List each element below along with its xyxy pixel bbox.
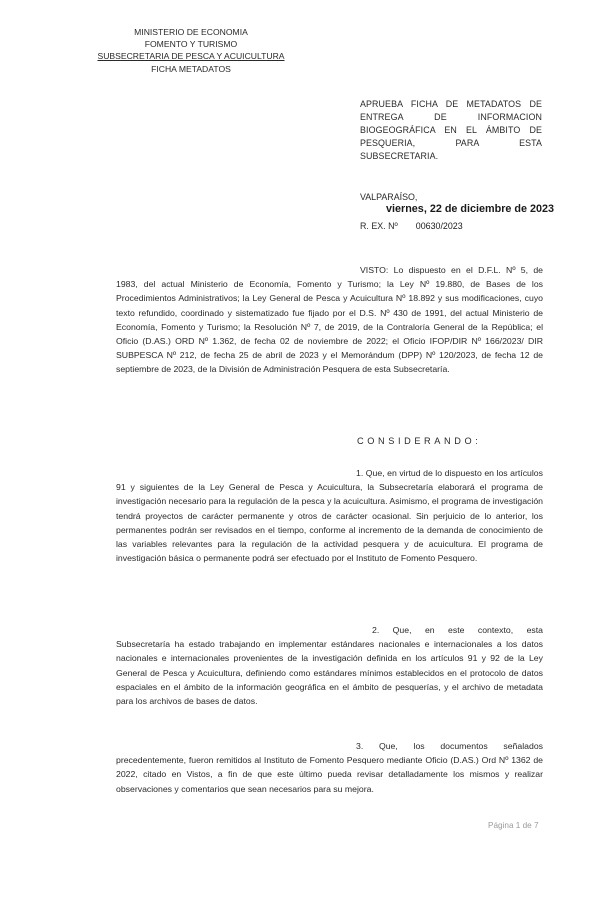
considerando-1 [116,466,543,565]
rex-label: R. EX. Nº [360,221,398,231]
considerando-2 [116,623,543,708]
place: VALPARAÍSO, [360,192,418,202]
considerando-1-text: 1. Que, en virtud de lo dispuesto en los artículos 91 y siguientes de la Ley General de Pesca y Acuicultura, la Subsecretaría elaborará el programa de investigación necesario para la regulación de la pesca y la acuicultura. Asimismo, el programa de investigación tendrá proyectos de carácter permanente y otros de carácter ocasional. Sin perjuicio de lo anterior, los permanentes podrán ser revisados en el tiempo, conforme al incremento de la demanda de conocimiento de las variables relevantes para la regulación de la actividad pesquera y de acuicultura. El programa de investigación básica o permanente podrá ser efectuado por el Instituto de Fomento Pesquero. [116,468,543,564]
letterhead-reference: FICHA METADATOS [151,63,231,74]
letterhead-ministry-sub: FOMENTO Y TURISMO [144,39,238,50]
title-line-3: BIOGEOGRÁFICA EN EL ÁMBITO DE [360,125,542,135]
resolution-number [360,221,463,231]
letterhead-subsecretaria: SUBSECRETARIA DE PESCA Y ACUICULTURA [97,51,285,62]
page-number: Página 1 de 7 [488,821,539,830]
title-line-2: ENTREGA DE INFORMACION [360,112,542,122]
title-line-4: PESQUERIA, PARA ESTA SUBSECRETARIA. [360,138,542,161]
considerando-heading: CONSIDERANDO: [357,436,482,446]
resolution-date: viernes, 22 de diciembre de 2023 [386,203,555,215]
letterhead [96,26,286,75]
rex-number: 00630/2023 [415,221,463,231]
considerando-3-text: 3. Que, los documentos señalados precedentemente, fueron remitidos al Instituto de Fomento Pesquero mediante Oficio (D.AS.) Ord Nº 1362 de 2022, citado en Vistos, a fin de que este último pueda revisar detalladamente los mismos y realizar observaciones y comentarios que sean necesarios para su mejora. [116,741,543,794]
title-line-1: APRUEBA FICHA DE METADATOS DE [360,99,542,109]
visto-text: VISTO: Lo dispuesto en el D.F.L. Nº 5, de 1983, del actual Ministerio de Economía, Fomento y Turismo; la Ley Nº 19.880, de Bases de los Procedimientos Administrativos; la Ley General de Pesca y Acuicultura Nº 18.892 y sus modificaciones, cuyo texto refundido, coordinado y sistematizado fue fijado por el D.S. Nº 430 de 1991, del actual Ministerio de Economía, Fomento y Turismo; la Resolución Nº 7, de 2019, de la Contraloría General de la República; el Oficio (D.AS.) ORD Nº 1.362, de fecha 02 de noviembre de 2022; el Oficio IFOP/DIR Nº 166/2023/ DIR SUBPESCA Nº 212, de fecha 25 de abril de 2023 y el Memorándum (DPP) Nº 120/2023, de fecha 12 de septiembre de 2023, de la División de Administración Pesquera de esta Subsecretaría. [116,265,543,375]
visto-paragraph [116,263,543,377]
resolution-title [360,98,542,163]
considerando-3 [116,739,543,796]
letterhead-ministry: MINISTERIO DE ECONOMIA [134,27,248,37]
considerando-2-text: 2. Que, en este contexto, esta Subsecretaría ha estado trabajando en implementar estándares nacionales e internacionales a los datos nacionales e internacionales provenientes de la investigación definida en los artículos 91 y 92 de la Ley General de Pesca y Acuicultura, definiendo como estándares mínimos establecidos en el protocolo de datos espaciales en el ámbito de la información geográfica en el ámbito de pesquerías, y el archivo de metadata para los archivos de bases de datos. [116,625,543,707]
